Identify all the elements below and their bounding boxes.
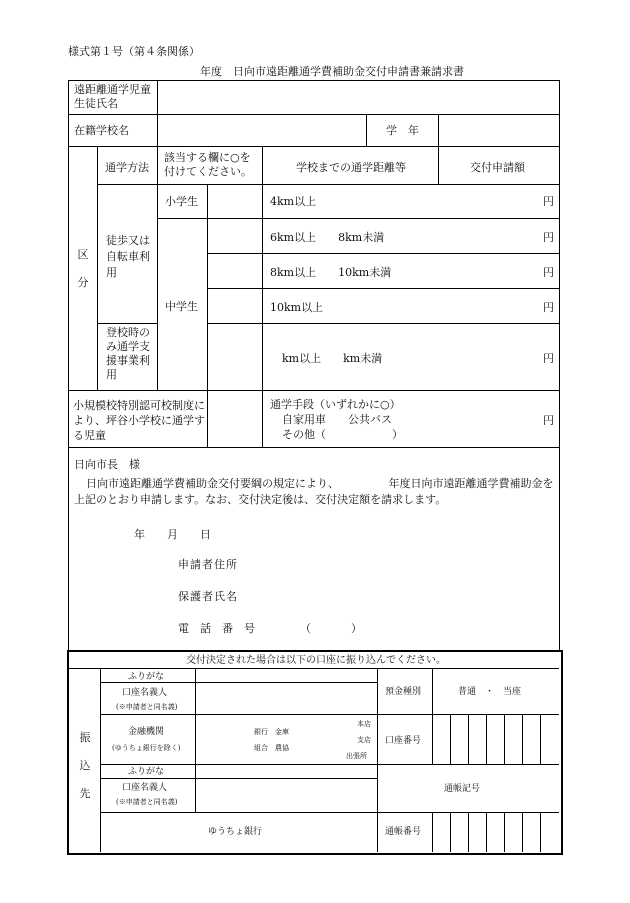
applicant-address-field[interactable] xyxy=(250,553,550,573)
declaration-body: 日向市遠距離通学費補助金交付要綱の規定により、 年度日向市遠距離通学費補助金を上記のとおり申請します。なお、交付決定後は、交付決定額を請求します。 xyxy=(74,477,554,506)
account-number-field[interactable] xyxy=(433,715,559,764)
form-title: 年度 日向市遠距離通学費補助金交付申請書兼請求書 xyxy=(200,65,464,78)
yen-support: 円 xyxy=(543,352,554,365)
form-number: 様式第１号（第４条関係） xyxy=(68,45,200,58)
junior-high-label: 中学生 xyxy=(165,300,198,313)
yen-jh-3: 円 xyxy=(543,301,554,314)
bank-notice: 交付決定された場合は以下の口座に振り込んでください。 xyxy=(186,655,446,666)
commute-means-title: 通学手段（いずれかに○） xyxy=(270,398,401,411)
check-support[interactable] xyxy=(208,324,262,390)
school-name-field[interactable] xyxy=(158,115,365,146)
school-name-label: 在籍学校名 xyxy=(74,124,129,137)
distance-4km: 4km以上 xyxy=(270,195,317,208)
application-date[interactable]: 年 月 日 xyxy=(134,528,211,541)
passbook-number-field[interactable] xyxy=(433,813,559,851)
distance-8-10km: 8km以上 10km未満 xyxy=(270,266,392,279)
col-check-header: 該当する欄に○を付けてください。 xyxy=(164,151,252,178)
yen-small-school: 円 xyxy=(543,414,554,427)
account-number-label: 口座番号 xyxy=(385,736,422,746)
deposit-type-label: 預金種別 xyxy=(385,687,422,697)
furigana-label-2: ふりがな xyxy=(128,767,165,777)
institution-label: 金融機関 xyxy=(128,727,165,737)
account-holder-field-1[interactable] xyxy=(196,683,377,714)
branch-type-1: 本店 xyxy=(357,720,371,728)
transfer-to-label: 振込先 xyxy=(79,731,91,800)
distance-6-8km: 6km以上 8km未満 xyxy=(270,231,385,244)
yucho-label: ゆうちょ銀行 xyxy=(208,827,263,837)
commute-means-other: その他（ ） xyxy=(282,428,403,441)
student-name-label: 遠距離通学児童生徒氏名 xyxy=(74,83,151,110)
addressee: 日向市長 様 xyxy=(74,458,140,471)
distance-10km: 10km以上 xyxy=(270,301,324,314)
applicant-address-label: 申請者住所 xyxy=(178,558,238,571)
same-name-note-2: (※申請者と同名義) xyxy=(116,798,178,806)
col-amount-header: 交付申請額 xyxy=(470,161,525,174)
col-distance-header: 学校までの通学距離等 xyxy=(296,161,406,174)
phone-label: 電 話 番 号 xyxy=(178,622,255,635)
check-small-school[interactable] xyxy=(208,391,262,447)
account-holder-label-2: 口座名義人 xyxy=(122,783,168,793)
check-jh-10km[interactable] xyxy=(208,289,262,323)
bank-types-2: 組合 農協 xyxy=(254,744,289,752)
check-jh-6-8km[interactable] xyxy=(208,219,262,253)
grade-field[interactable] xyxy=(439,115,559,146)
check-jh-8-10km[interactable] xyxy=(208,254,262,288)
distance-custom: km以上 km未満 xyxy=(282,352,383,365)
passbook-symbol-label: 通帳記号 xyxy=(444,784,481,794)
deposit-type-options[interactable]: 普通 ・ 当座 xyxy=(458,687,522,697)
grade-label: 学 年 xyxy=(386,124,419,137)
furigana-field-1[interactable] xyxy=(196,669,377,682)
guardian-name-label: 保護者氏名 xyxy=(178,590,238,603)
elementary-label: 小学生 xyxy=(165,195,198,208)
passbook-number-label: 通帳番号 xyxy=(385,827,422,837)
yen-jh-2: 円 xyxy=(543,266,554,279)
check-elementary-4km[interactable] xyxy=(208,185,262,218)
col-method-header: 通学方法 xyxy=(105,161,149,174)
branch-type-2: 支店 xyxy=(357,736,371,744)
bank-name-field[interactable] xyxy=(196,715,286,764)
commute-means-options: 自家用車 公共バス xyxy=(282,413,392,426)
furigana-field-2[interactable] xyxy=(196,765,377,778)
same-name-note-1: (※申請者と同名義) xyxy=(116,703,178,711)
yen-jh-1: 円 xyxy=(543,231,554,244)
walk-bike-label: 徒歩又は自転車利用 xyxy=(106,234,150,279)
yen-elementary: 円 xyxy=(543,195,554,208)
account-holder-label-1: 口座名義人 xyxy=(122,688,168,698)
support-program-label: 登校時のみ通学支援事業利用 xyxy=(106,326,150,381)
account-holder-field-2[interactable] xyxy=(196,779,377,812)
branch-type-3: 出張所 xyxy=(346,752,367,760)
furigana-label-1: ふりがな xyxy=(128,672,165,682)
category-label: 区分 xyxy=(77,248,89,289)
exclude-yucho-note: (ゆうちょ銀行を除く) xyxy=(112,744,181,752)
small-school-label: 小規模校特別認可校制度により、坪谷小学校に通学する児童 xyxy=(73,399,205,442)
branch-name-field[interactable] xyxy=(296,715,341,764)
bank-types-1: 銀行 金庫 xyxy=(254,728,289,736)
guardian-name-field[interactable] xyxy=(250,585,550,605)
student-name-field[interactable] xyxy=(158,81,559,114)
phone-field[interactable]: （ ） xyxy=(300,622,368,635)
